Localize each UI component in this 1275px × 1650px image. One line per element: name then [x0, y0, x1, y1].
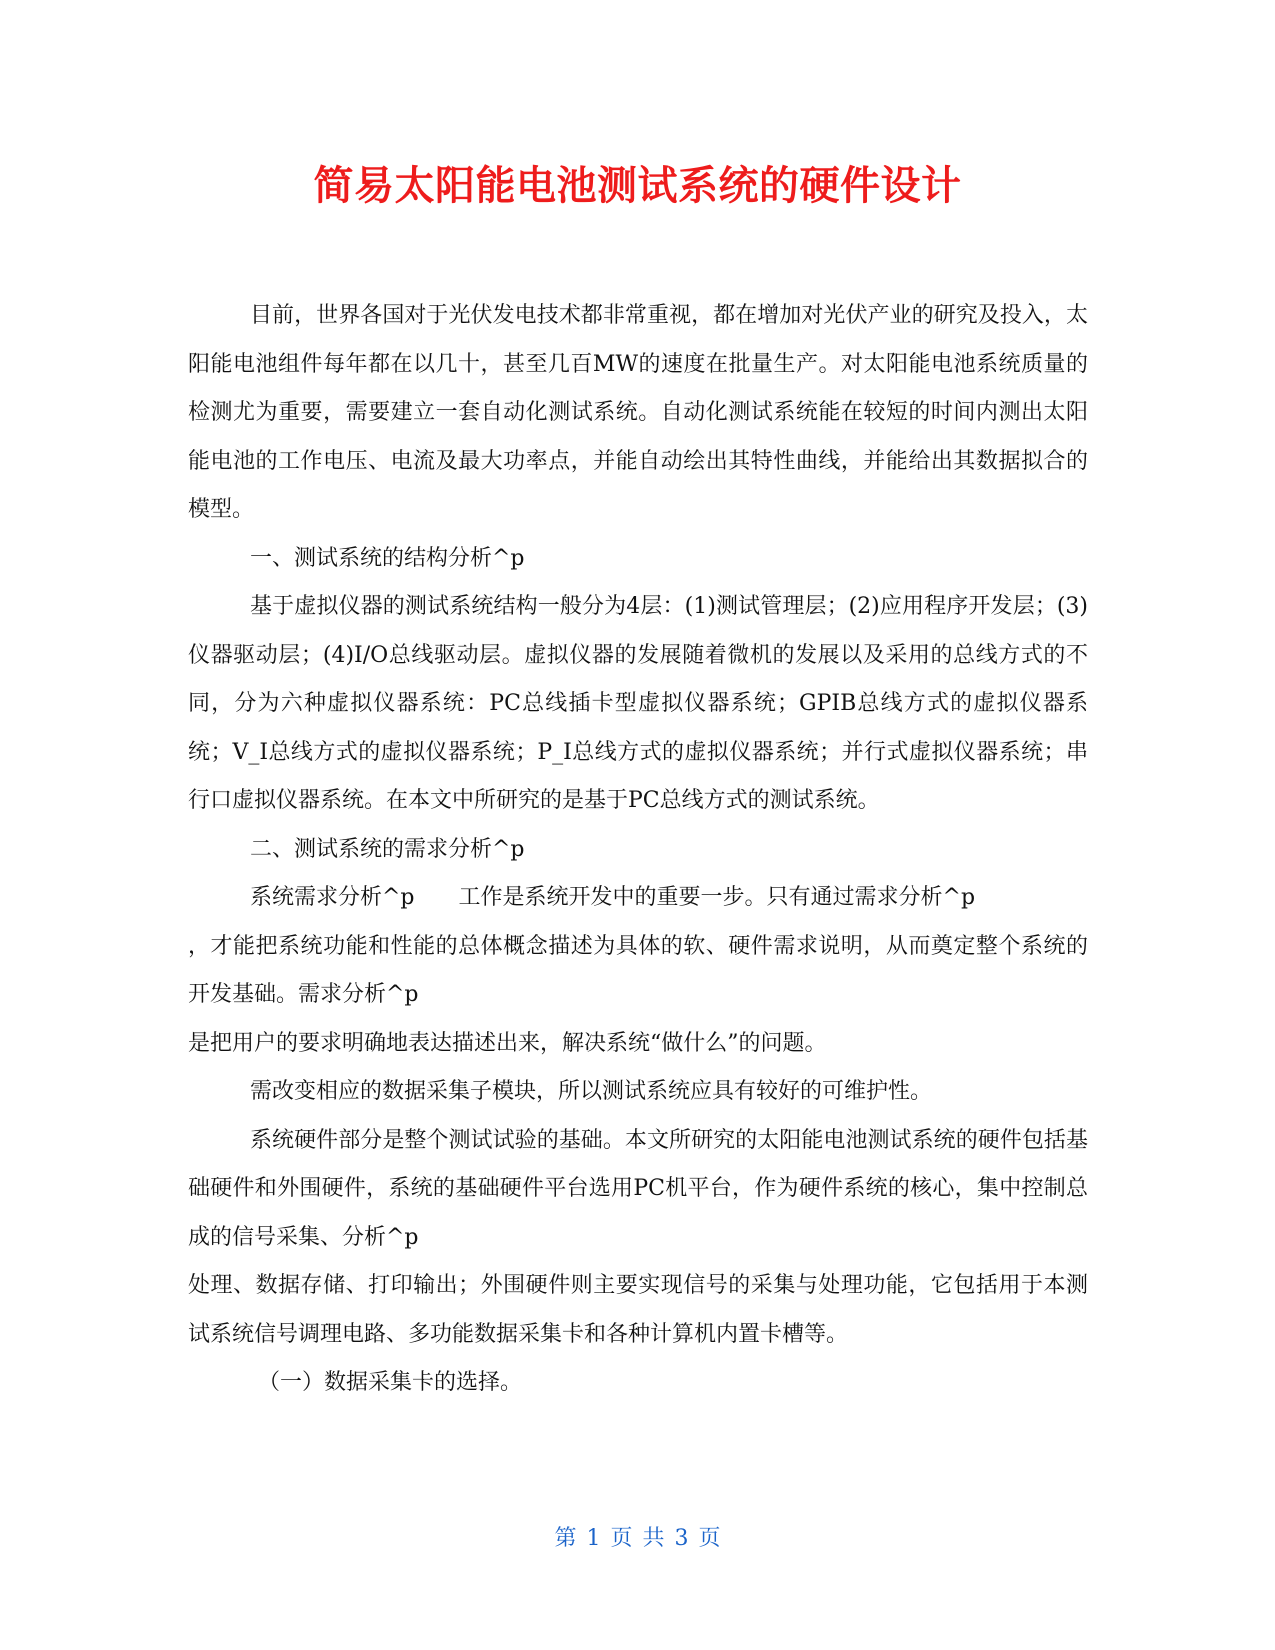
paragraph-intro: 目前，世界各国对于光伏发电技术都非常重视，都在增加对光伏产业的研究及投入，太阳能电池组件每年都在以几十，甚至几百MW的速度在批量生产。对太阳能电池系统质量的检测尤为重要，需要建立一套自动化测试系统。自动化测试系统能在较短的时间内测出太阳能电池的工作电压、电流及最大功率点，并能自动绘出其特性曲线，并能给出其数据拟合的模型。 [188, 303, 1088, 522]
footer-page-total: 3 [674, 1526, 689, 1551]
paragraph-hardware: 系统硬件部分是整个测试试验的基础。本文所研究的太阳能电池测试系统的硬件包括基础硬件和外围硬件，系统的基础硬件平台选用PC机平台，作为硬件系统的核心，集中控制总成的信号采集、分析^p [188, 1127, 1088, 1250]
footer-label-page-unit: 页 [610, 1526, 633, 1551]
paragraph-requirements-end: 是把用户的要求明确地表达描述出来，解决系统“做什么”的问题。 [188, 1030, 827, 1056]
paragraph-requirements-continued: ，才能把系统功能和性能的总体概念描述为具体的软、硬件需求说明，从而奠定整个系统的开发基础。需求分析^p [188, 933, 1088, 1007]
section-heading-structure: 一、测试系统的结构分析^p [250, 545, 525, 571]
section-heading-requirements: 二、测试系统的需求分析^p [250, 836, 525, 862]
subsection-heading-daq: （一）数据采集卡的选择。 [258, 1370, 523, 1395]
paragraph-structure: 基于虚拟仪器的测试系统结构一般分为4层：(1)测试管理层；(2)应用程序开发层；(3)仪器驱动层；(4)I/O总线驱动层。虚拟仪器的发展随着微机的发展以及采用的总线方式的不同，分为六种虚拟仪器系统：PC总线插卡型虚拟仪器系统；GPIB总线方式的虚拟仪器系统；V_I总线方式的虚拟仪器系统；P_I总线方式的虚拟仪器系统；并行式虚拟仪器系统；串行口虚拟仪器系统。在本文中所研究的是基于PC总线方式的测试系统。 [188, 594, 1088, 813]
paragraph-maintainability: 需改变相应的数据采集子模块，所以测试系统应具有较好的可维护性。 [250, 1079, 933, 1104]
footer-label-total: 共 [642, 1526, 665, 1551]
paragraph-requirements-line: 系统需求分析^p 工作是系统开发中的重要一步。只有通过需求分析^p [250, 885, 976, 910]
footer-label-total-unit: 页 [698, 1526, 721, 1551]
footer-label-page: 第 [554, 1526, 577, 1551]
footer-page-current: 1 [586, 1526, 601, 1551]
page-footer [0, 1524, 1275, 1554]
page-title: 简易太阳能电池测试系统的硬件设计 [313, 163, 962, 209]
document-body [188, 292, 1088, 1408]
paragraph-hardware-continued: 处理、数据存储、打印输出；外围硬件则主要实现信号的采集与处理功能，它包括用于本测试系统信号调理电路、多功能数据采集卡和各种计算机内置卡槽等。 [188, 1273, 1088, 1347]
